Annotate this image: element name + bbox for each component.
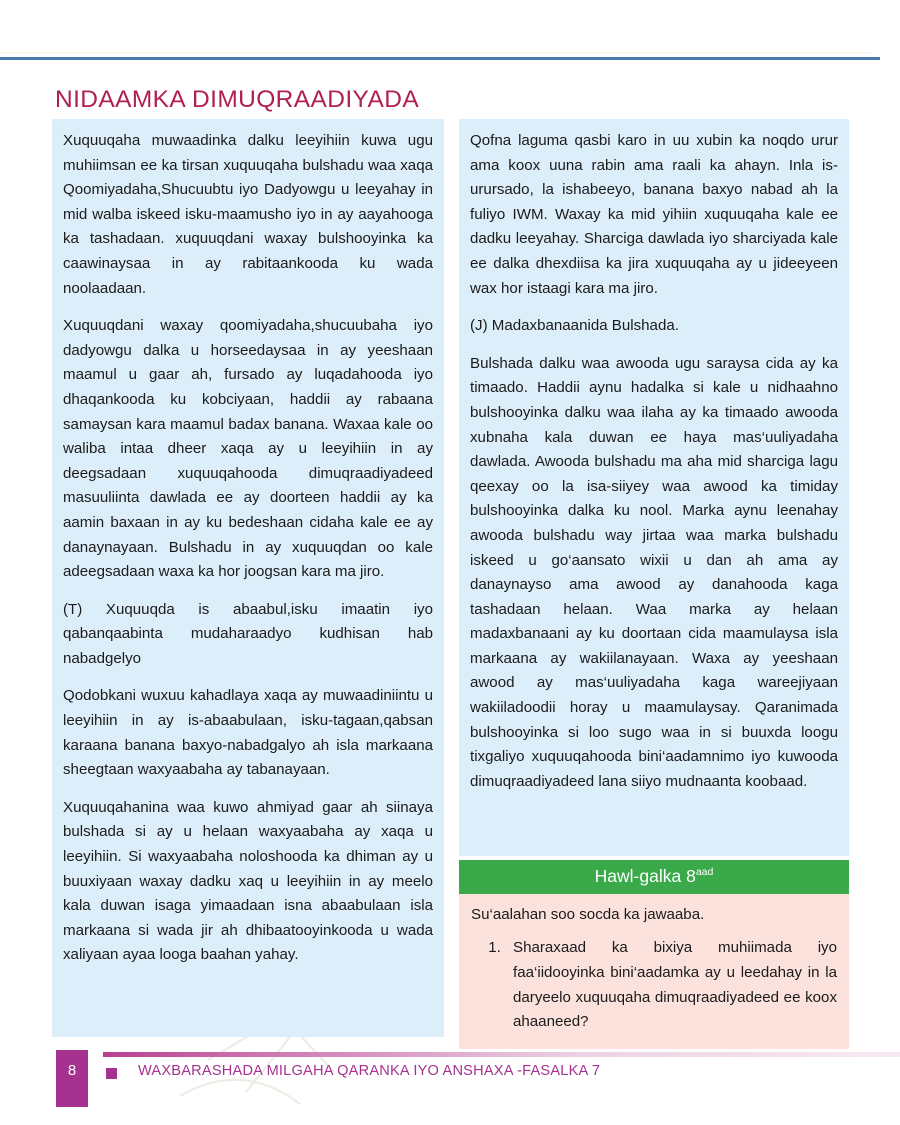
activity-header-ordinal: aad [695, 866, 714, 879]
activity-body [459, 894, 849, 1049]
header-rule [0, 57, 880, 60]
activity-header-label: Hawl-galka 8 [594, 866, 696, 886]
header-faint-rule [0, 52, 872, 54]
paragraph: Qodobkani wuxuu kahadlaya xaqa ay muwaadiniintu u leeyihiin in ay is-abaabulaan, isku-tagaan,qabsan karaana banana baxyo-nabadgalyo ah isla markaana sheegtaan waxyaabaha ay tabanayaan. [63, 687, 433, 779]
paragraph: Xuquuqahanina waa kuwo ahmiyad gaar ah siinaya bulshada si ay u helaan waxyaabaha ay xaqa u leeyihiin. Si waxyaabaha noloshooda ka dhiman ay u buuxiyaan waxay dadku xaq u leeyihiin in ay meelo kala duwan isaga yimaadaan isna abaabulaan isla markaana si wada jir ah dhibaatooyinkooda u wada xaliyaan ayaa looga baahan yahay. [63, 798, 433, 964]
paragraph: Qofna laguma qasbi karo in uu xubin ka noqdo urur ama koox uuna rabin ama raali ka ahayn. Inla is-urursado, la ishabeeyo, banana baxyo nabad ah la fuliyo IWM. Waxay ka mid yihiin xuquuqaha kale ee dadku leeyahay. Sharciga dawlada iyo sharciyada kale ee dalka dhexdiisa ka jira xuquuqaha ay u jideeyeen wax hor istaagi kara ma jiro. [470, 132, 838, 297]
subsection-heading: (J) Madaxbanaanida Bulshada. [470, 317, 679, 335]
activity-header [459, 860, 849, 894]
paragraph: Xuquuqdani waxay qoomiyadaha,shucuubaha iyo dadyowgu dalka u horseedaysaa in ay yeeshaan maamul u gaar ah, fursado ay luqadahooda iyo dhaqankooda ku kobciyaan, haddii ay rabaana samaysan kara maamul badax banana. Waxaa kale oo waliba intaa dheer xaqa ay u leeyihiin in ay deegsadaan xuquuqahooda dimuqraadiyadeed masuuliinta dawlada ee ay doorteen haddii ay ka aamin baxaan in ay ku bedeshaan cidaha kale ee ay danaynayaan. Bulshadu in ay xuquuqdan oo kale adeegsadaan waxa ka hor joogsan kara ma jiro. [63, 317, 433, 581]
left-text-column [52, 119, 444, 1037]
activity-question-item: 1. Sharaxaad ka bixiya muhiimada iyo faa‘iidooyinka bini‘aadamka ay u leedahay in la daryeelo xuquuqaha dimuqraadiyadeed ee koox ahaaneed? [505, 936, 837, 1034]
footer-title: WAXBARASHADA MILGAHA QARANKA IYO ANSHAXA -FASALKA 7 [138, 1063, 601, 1079]
paragraph: Xuquuqaha muwaadinka dalku leeyihiin kuwa ugu muhiimsan ee ka tirsan xuquuqaha bulshadu waa xaqa Qoomiyadaha,Shucuubtu iyo Dadyowgu u leeyahay in mid walba iskeed isku-maamusho iyo in ay aayahooga ka tashadaan. xuquuqdani waxay bulshooyinka ka caawinaysaa in ay rabitaankooda ku wada noolaadaan. [63, 132, 433, 297]
page-title: NIDAAMKA DIMUQRAADIYADA [55, 86, 420, 114]
activity-question-list [471, 936, 837, 1034]
paragraph: Bulshada dalku waa awooda ugu saraysa cida ay ka timaado. Haddii aynu hadalka si kale u nidhaahno bulshooyinka dalku waa ilaha ay ka timaado awooda xubnaha kala duwan ee haya mas‘uuliyadaha dawlada. Awooda bulshadu ma aha mid sharciga lagu qeexay oo la isa-siiyey waa awood ka timiday bulshooyinka dalka ku nool. Marka aynu leenahay awooda bulshadu way jirtaa waa marka bulshadu iskeed u go‘aansato wixii u dan ah ama ay danaynayso ama awood ay danahooda kaga tashadaan helaan. Waa marka ay helaan madaxbanaani ay ku doortaan cida maamulaysa isla markaana ay wakiilanayaan. Waxa ay yeeshaan awood ay mas‘uuliyadaha kaga wareejiyaan wakiiladoodii horay u maamulaysay. Qaranimada bulshooyinka si loo sugo waa in si buuxda loogu tixgaliyo xuquuqahooda bini‘aadamnimo iyo kuwooda dimuqraadiyadeed lana siiyo mudnaanta koobaad. [470, 354, 838, 790]
paragraph: (T) Xuquuqda is abaabul,isku imaatin iyo qabanqaabinta mudaharaadyo kudhisan hab nabadgelyo [63, 600, 433, 667]
footer-gradient-rule [103, 1052, 900, 1057]
activity-instruction: Su‘aalahan soo socda ka jawaaba. [471, 906, 705, 923]
footer-bullet-icon [106, 1068, 117, 1079]
activity-box [459, 860, 849, 1049]
page-number: 8 [67, 1062, 77, 1079]
right-text-column [459, 119, 849, 856]
